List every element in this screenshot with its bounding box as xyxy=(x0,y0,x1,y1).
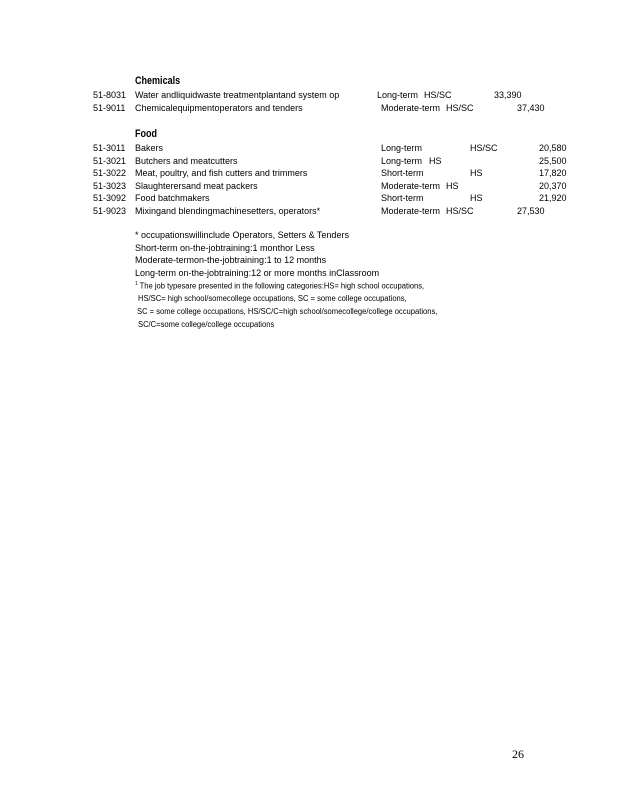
occupation-title: Food batchmakers xyxy=(135,193,210,203)
occupation-title: Butchers and meatcutters xyxy=(135,156,238,166)
code-cell: 51-8031 xyxy=(93,90,127,100)
training-cell: Long-term xyxy=(381,156,423,166)
occupation-title: Meat, poultry, and fish cutters and trimmers xyxy=(135,168,308,178)
footnote-line: SC = some college occupations, HS/SC/C=high school/somecollege/college occupations, xyxy=(137,307,438,316)
type-cell: HS xyxy=(470,168,483,178)
wage-cell: 20,580 xyxy=(539,143,567,153)
code-cell: 51-9023 xyxy=(93,206,127,216)
code-cell: 51-9011 xyxy=(93,103,126,113)
note-line: Short-term on-the-jobtraining:1 monthor Less xyxy=(135,243,315,253)
training-cell: Moderate-term xyxy=(381,181,441,191)
code-cell: 51-3021 xyxy=(93,156,127,166)
occupation-title: Water andliquidwaste treatmentplantand system op xyxy=(135,90,340,100)
page-number: 26 xyxy=(512,747,524,761)
type-cell: HS/SC xyxy=(470,143,498,153)
footnote-marker: 1 xyxy=(135,281,138,287)
code-cell: 51-3011 xyxy=(93,143,126,153)
type-cell: HS xyxy=(429,156,442,166)
training-cell: Long-term xyxy=(381,143,423,153)
wage-cell: 37,430 xyxy=(517,103,545,113)
wage-cell: 17,820 xyxy=(539,168,567,178)
code-cell: 51-3023 xyxy=(93,181,127,191)
occupation-title: Bakers xyxy=(135,143,164,153)
wage-cell: 33,390 xyxy=(494,90,522,100)
type-cell: HS xyxy=(446,181,459,191)
code-cell: 51-3022 xyxy=(93,168,127,178)
occupation-title: Slaughterersand meat packers xyxy=(135,181,258,191)
section-heading-food: Food xyxy=(135,128,158,140)
type-cell: HS/SC xyxy=(424,90,452,100)
occupation-title: Mixingand blendingmachinesetters, operators* xyxy=(135,206,321,216)
type-cell: HS/SC xyxy=(446,103,474,113)
note-line: Moderate-termon-the-jobtraining:1 to 12 months xyxy=(135,255,327,265)
footnote-line: SC/C=some college/college occupations xyxy=(138,320,275,329)
type-cell: HS/SC xyxy=(446,206,474,216)
training-cell: Long-term xyxy=(377,90,419,100)
training-cell: Short-term xyxy=(381,193,424,203)
wage-cell: 27,530 xyxy=(517,206,545,216)
footnote-line xyxy=(135,281,424,291)
training-cell: Short-term xyxy=(381,168,424,178)
section-heading-chemicals: Chemicals xyxy=(135,75,181,87)
note-line: Long-term on-the-jobtraining:12 or more months inClassroom xyxy=(135,268,380,278)
wage-cell: 25,500 xyxy=(539,156,567,166)
training-cell: Moderate-term xyxy=(381,206,441,216)
wage-cell: 20,370 xyxy=(539,181,567,191)
type-cell: HS xyxy=(470,193,483,203)
note-line: * occupationswillinclude Operators, Setters & Tenders xyxy=(135,230,349,240)
training-cell: Moderate-term xyxy=(381,103,441,113)
code-cell: 51-3092 xyxy=(93,193,127,203)
occupation-title: Chemicalequipmentoperators and tenders xyxy=(135,103,303,113)
footnote-line: HS/SC= high school/somecollege occupations, SC = some college occupations, xyxy=(138,294,407,303)
footnote-text: The job typesare presented in the following categories:HS= high school occupations, xyxy=(139,281,425,291)
wage-cell: 21,920 xyxy=(539,193,567,203)
